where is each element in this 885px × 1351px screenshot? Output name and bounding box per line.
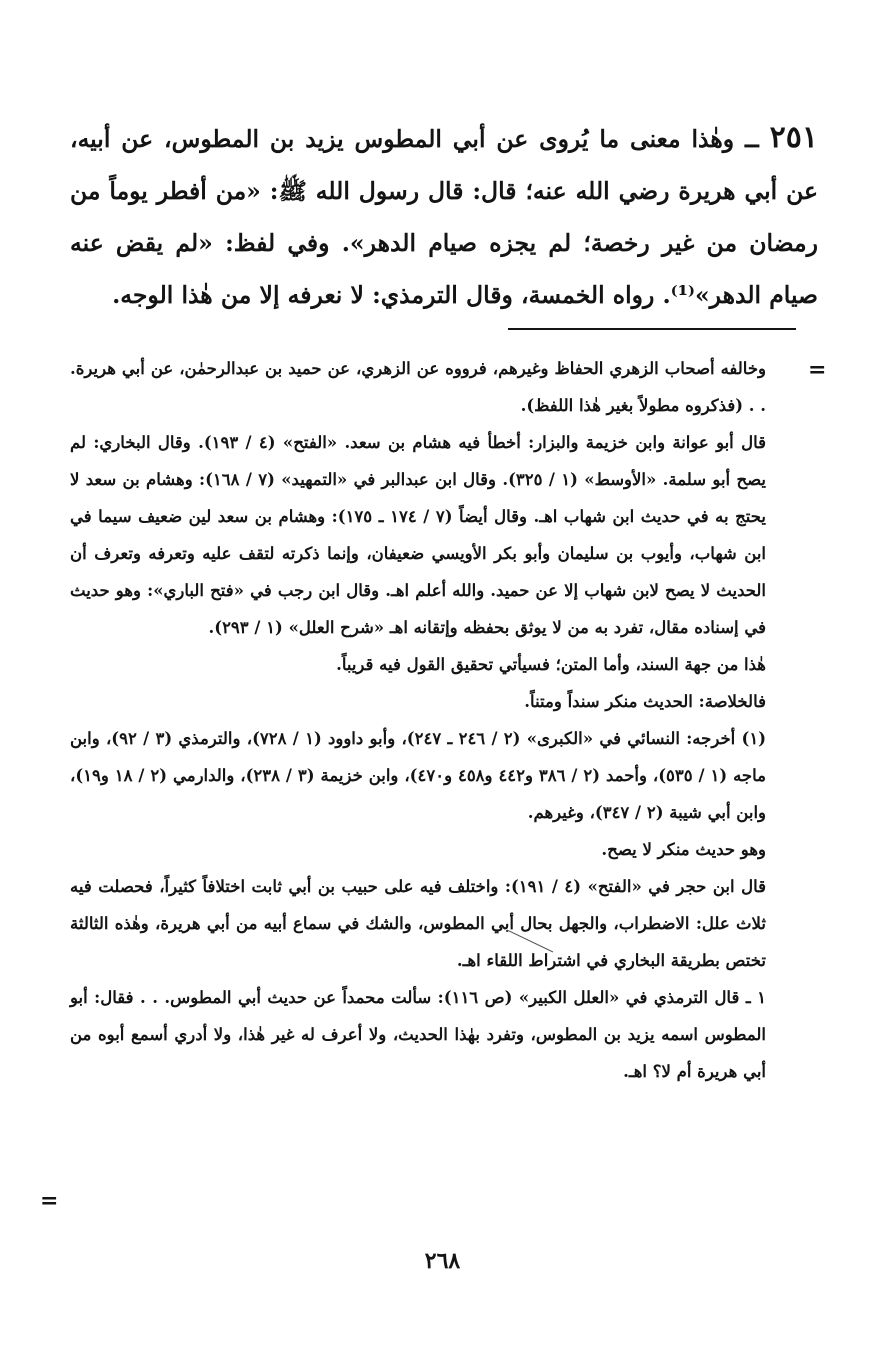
footnote-paragraph: وخالفه أصحاب الزهري الحفاظ وغيرهم، فرووه عن الزهري، عن حميد بن عبدالرحمٰن، عن أبي هريرة. . . (فذكروه مطولاً بغير هٰذا اللفظ). xyxy=(70,359,766,415)
main-text xyxy=(70,112,818,321)
footnote-paragraph: قال أبو عوانة وابن خزيمة والبزار: أخطأ فيه هشام بن سعد. «الفتح» (٤ / ١٩٣). وقال البخاري: لم يصح أبو سلمة. «الأوسط» (١ / ٣٢٥). وقال ابن عبدالبر في «التمهيد» (٧ / ١٦٨): وهشام بن سعد لا يحتج به في حديث ابن شهاب اهـ. وقال أيضاً (٧ / ١٧٤ ـ ١٧٥): وهشام بن سعد لين ضعيف سيما في ابن شهاب، وأيوب بن سليمان وأبو بكر الأويسي ضعيفان، وإنما ذكرته لتقف عليه وتعرفه وتعرف أن الحديث لا يصح لابن شهاب إلا عن حميد. والله أعلم اهـ. وقال ابن رجب في «فتح الباري»: وهو حديث في إسناده مقال، تفرد به من لا يوثق بحفظه وإتقانه اهـ «شرح العلل» (١ / ٢٩٣). xyxy=(70,433,767,637)
footnote-paragraph: قال ابن حجر في «الفتح» (٤ / ١٩١): واختلف فيه على حبيب بن أبي ثابت اختلافاً كثيراً، فحصلت فيه ثلاث علل: الاضطراب، والجهل بحال أبي المطوس، والشك في سماع أبيه من أبي هريرة، وهٰذه الثالثة تختص بطريقة البخاري في اشتراط اللقاء اهـ. xyxy=(70,877,766,970)
hadith-body: ــ وهٰذا معنى ما يُروى عن أبي المطوس يزيد بن المطوس، عن أبيه، عن أبي هريرة رضي الله عنه؛ قال: قال رسول الله ﷺ: «من أفطر يوماً من رمضان من غير رخصة؛ لم يجزه صيام الدهر». وفي لفظ: «لم يقض عنه صيام الدهر»⁽¹⁾. رواه الخمسة، وقال الترمذي: لا نعرفه إلا من هٰذا الوجه. xyxy=(70,125,818,309)
continuation-mark-bottom: = xyxy=(40,1188,59,1214)
footnote-separator xyxy=(508,328,796,330)
footnote-paragraph: هٰذا من جهة السند، وأما المتن؛ فسيأتي تحقيق القول فيه قريباً. xyxy=(336,655,766,674)
footnote-paragraph: (١) أخرجه: النسائي في «الكبرى» (٢ / ٢٤٦ ـ ٢٤٧)، وأبو داوود (١ / ٧٢٨)، والترمذي (٣ / ٩٢)، وابن ماجه (١ / ٥٣٥)، وأحمد (٢ / ٣٨٦ و٤٤٢ و٤٥٨ و٤٧٠)، وابن خزيمة (٣ / ٢٣٨)، والدارمي (٢ / ١٨ و١٩)، وابن أبي شيبة (٢ / ٣٤٧)، وغيرهم. xyxy=(70,729,766,822)
hadith-number: ٢٥١ xyxy=(769,120,818,155)
pen-stroke-mark xyxy=(505,928,557,956)
page-number: ٢٦٨ xyxy=(424,1248,461,1274)
footnote-paragraph: وهو حديث منكر لا يصح. xyxy=(601,840,766,859)
footnote-paragraph: ١ ـ قال الترمذي في «العلل الكبير» (ص ١١٦): سألت محمداً عن حديث أبي المطوس. . . فقال: أبو المطوس اسمه يزيد بن المطوس، وتفرد بهٰذا الحديث، ولا أعرف له غير هٰذا، ولا أدري أسمع أبوه من أبي هريرة أم لا؟ اهـ. xyxy=(70,988,766,1081)
footnote-paragraph: فالخلاصة: الحديث منكر سنداً ومتناً. xyxy=(524,692,766,711)
footnotes xyxy=(70,350,818,1090)
continuation-mark-top: = xyxy=(808,357,827,383)
hadith-paragraph xyxy=(70,112,818,321)
